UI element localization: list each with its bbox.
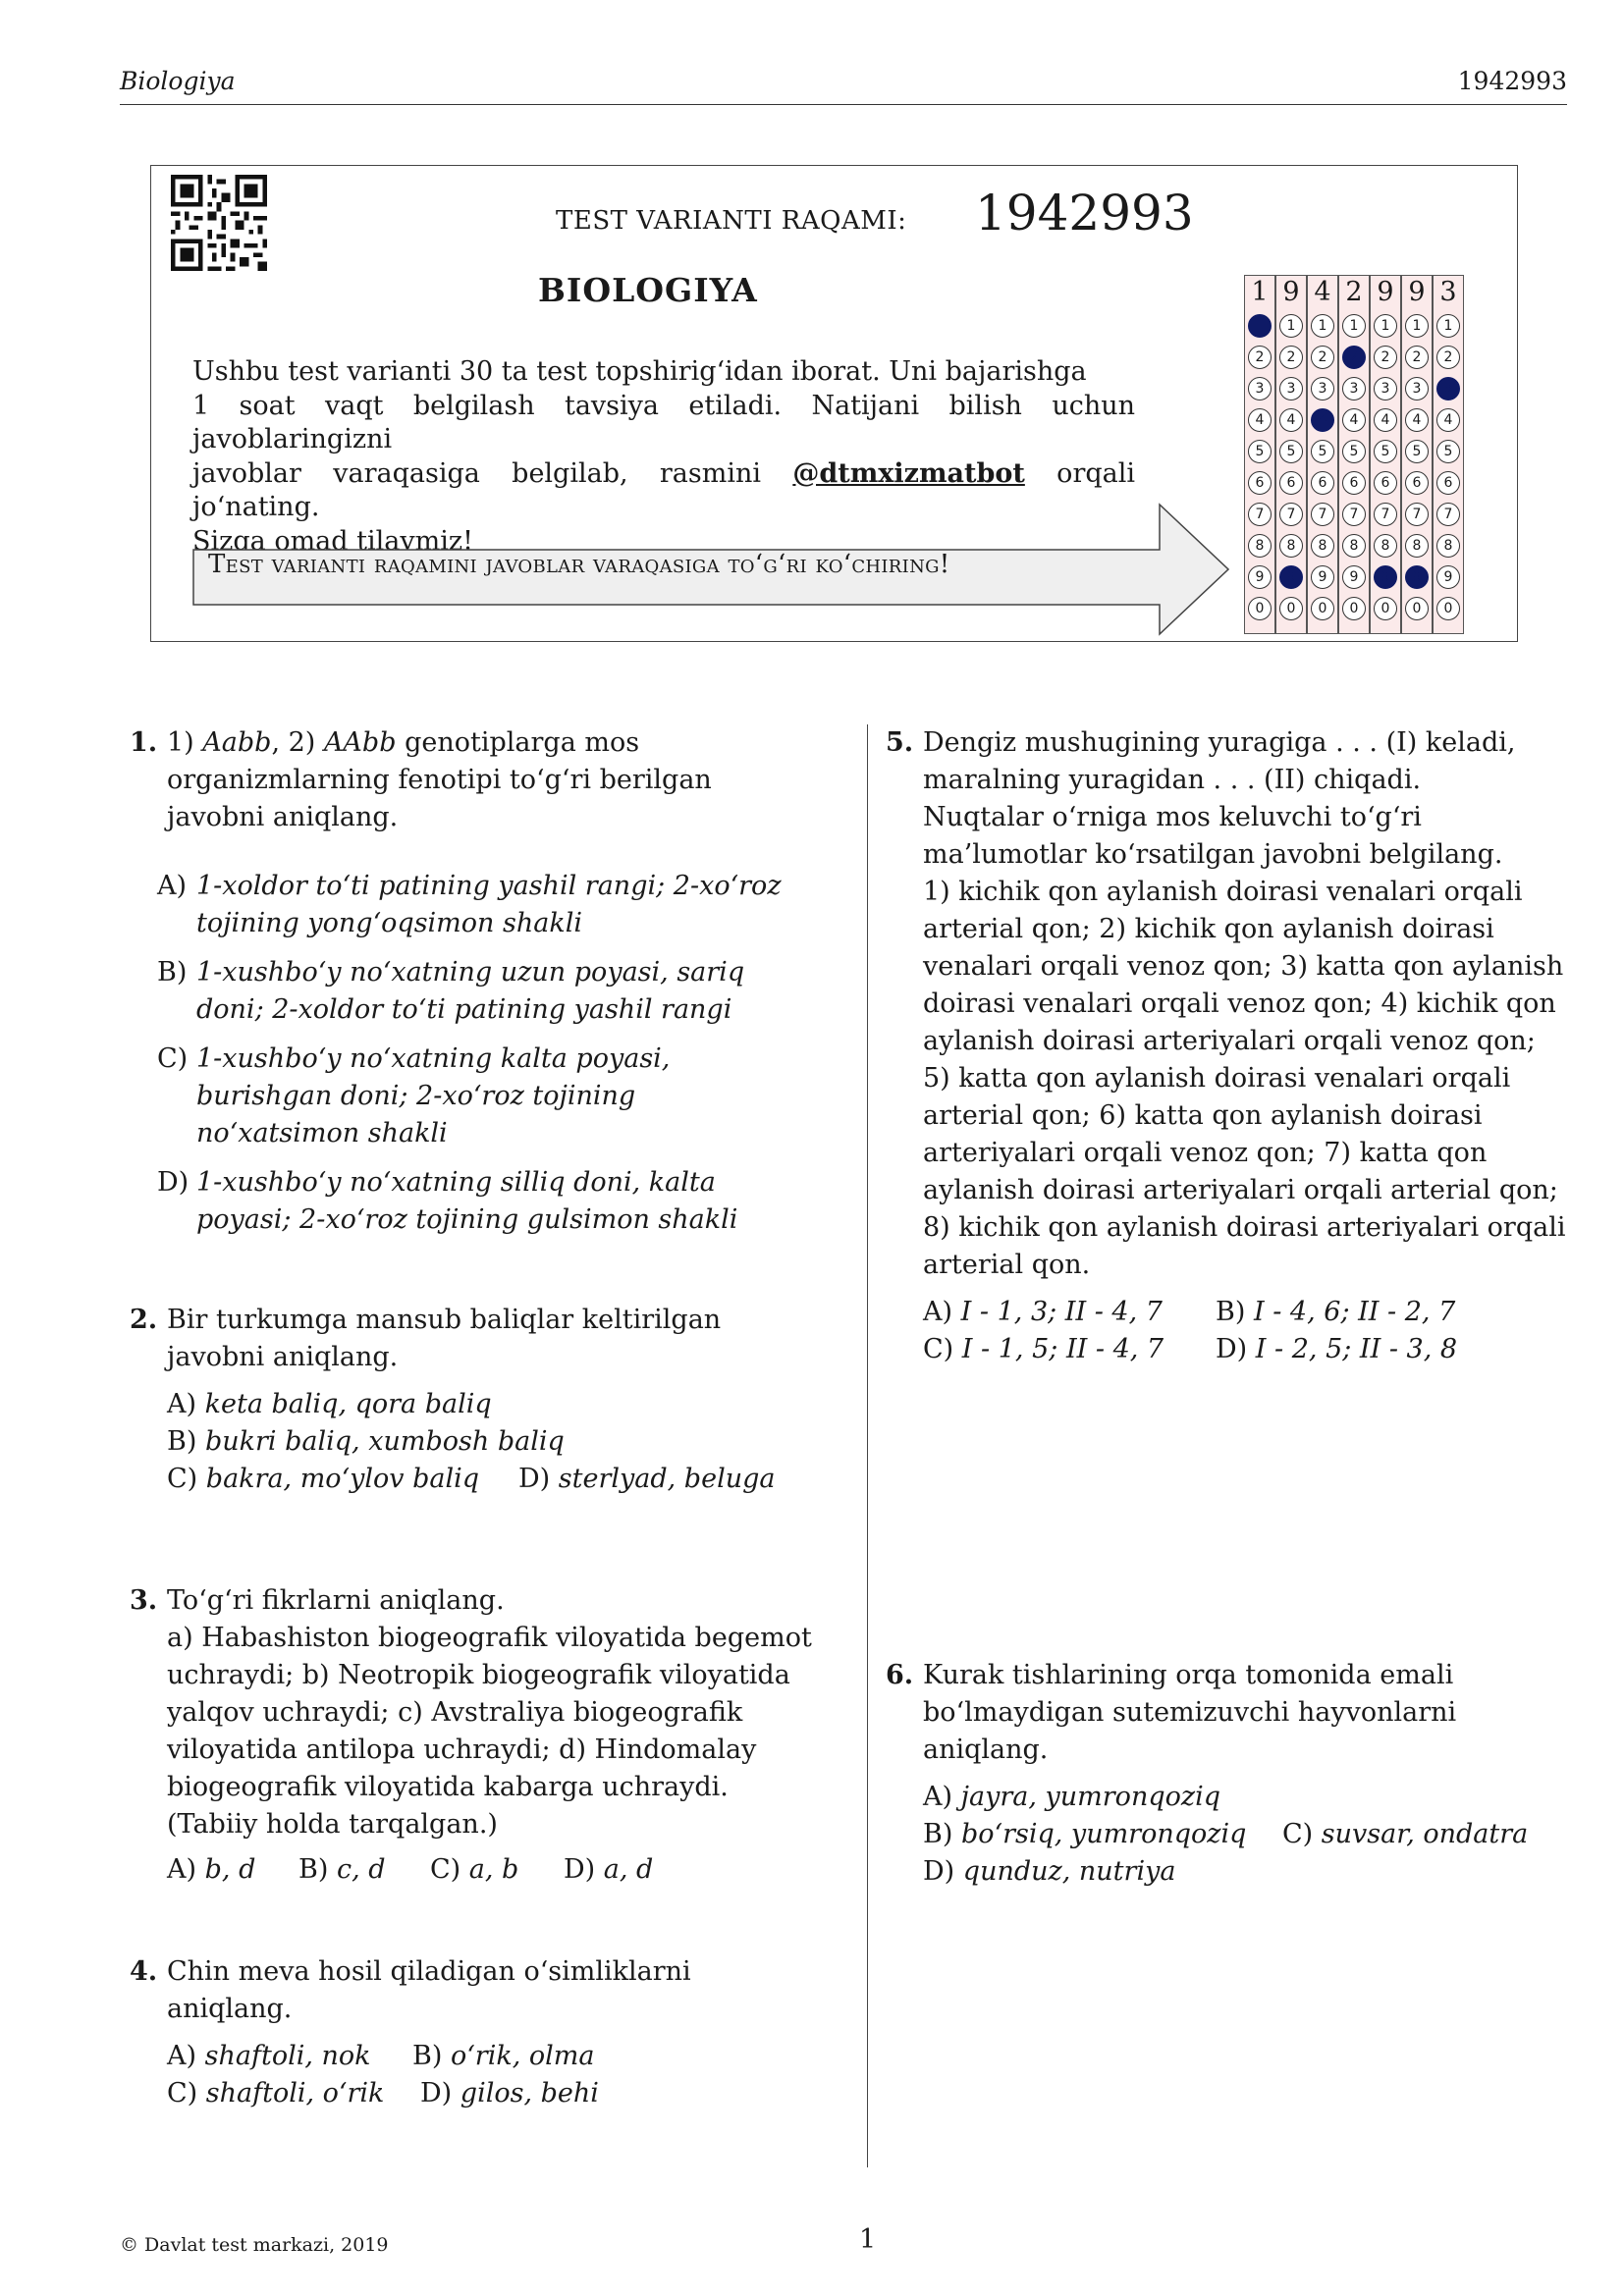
grid-bubble[interactable]: 7 [1342,503,1366,526]
question-line: 1) kichik qon aylanish doirasi venalari orqali [923,877,1523,907]
option-text: bakra, mo‘ylov baliq [205,1464,480,1494]
grid-bubble[interactable]: 1 [1248,314,1272,338]
option-c[interactable] [167,2075,384,2112]
option-text [196,868,782,942]
option-label: C) [1282,1819,1314,1849]
question-line: yalqov uchraydi; c) Avstraliya biogeografik [167,1697,743,1728]
grid-bubble[interactable]: 6 [1342,471,1366,495]
grid-digit: 4 [1314,277,1331,307]
question-line: viloyatida antilopa uchraydi; d) Hindomalay [167,1735,757,1765]
text-fragment: genotiplarga mos [396,727,640,758]
grid-bubble[interactable]: 9 [1436,565,1460,589]
column-divider [867,724,868,2167]
grid-bubble[interactable]: 1 [1342,314,1366,338]
arrow-instruction: Test varianti raqamini javoblar varaqasiga to‘g‘ri ko‘chiring! [208,550,950,579]
option-a[interactable] [923,1779,1220,1816]
question-number: 2. [130,1305,158,1335]
intro-line: 1 soat vaqt belgilash tavsiya etiladi. Natijani bilish uchun javoblaringizni [192,390,1135,454]
option-d[interactable] [420,2075,599,2112]
option-line: tojining yong‘oqsimon shakli [196,908,582,938]
question-number: 4. [130,1956,158,1987]
question-line: arteriyalari orqali venoz qon; 7) katta qon [923,1138,1488,1168]
grid-bubble[interactable]: 2 [1311,346,1334,369]
option-b[interactable] [1216,1294,1455,1331]
question-5 [886,724,1573,1372]
grid-bubble[interactable]: 0 [1342,597,1366,620]
running-header-code: 1942993 [1457,67,1567,95]
grid-bubble[interactable]: 6 [1248,471,1272,495]
option-c[interactable] [923,1331,1164,1368]
option-line: 1-xushbo‘y no‘xatning silliq doni, kalta [196,1167,716,1198]
option-text: keta baliq, qora baliq [204,1389,492,1419]
option-label: B) [298,1854,329,1885]
grid-bubble[interactable]: 0 [1405,597,1429,620]
option-label: D) [1216,1334,1248,1364]
page-number: 1 [859,2224,877,2255]
genotype: Aabb [202,727,272,758]
grid-bubble[interactable]: 5 [1342,440,1366,463]
grid-bubble[interactable]: 5 [1311,440,1334,463]
option-text: suvsar, ondatra [1321,1819,1529,1849]
grid-digit: 3 [1439,277,1457,307]
option-a[interactable] [167,2038,371,2075]
grid-digit: 9 [1377,277,1394,307]
question-line: biogeografik viloyatida kabarga uchraydi. [167,1772,729,1802]
grid-digit: 1 [1251,277,1269,307]
question-2 [130,1302,856,1498]
question-line: ma’lumotlar ko‘rsatilgan javobni belgilang. [923,839,1503,870]
question-number: 5. [886,727,914,758]
option-text: o‘rik, olma [450,2041,595,2071]
subject-title: BIOLOGIYA [538,271,758,309]
grid-bubble[interactable]: 8 [1248,534,1272,558]
question-line: javobni aniqlang. [167,1342,399,1372]
grid-bubble[interactable]: 1 [1311,314,1334,338]
grid-bubble[interactable]: 1 [1405,314,1429,338]
option-label: C) [923,1334,954,1364]
grid-bubble[interactable]: 3 [1248,377,1272,400]
question-line: aniqlang. [923,1735,1049,1765]
grid-bubble[interactable]: 9 [1405,565,1429,589]
option-d[interactable] [518,1461,775,1498]
question-text [923,1657,1456,1769]
question-line: a) Habashiston biogeografik viloyatida begemot [167,1623,812,1653]
question-text [167,1953,691,2028]
grid-bubble[interactable]: 2 [1405,346,1429,369]
option-c[interactable] [1282,1816,1528,1853]
option-label: B) [412,2041,443,2071]
grid-bubble[interactable]: 1 [1436,314,1460,338]
grid-bubble[interactable]: 0 [1374,597,1397,620]
question-6 [886,1657,1573,1893]
grid-bubble[interactable]: 6 [1279,471,1303,495]
bot-link[interactable]: @dtmxizmatbot [792,457,1025,489]
grid-bubble[interactable]: 6 [1405,471,1429,495]
question-text [167,724,712,836]
qr-code-icon [171,175,267,271]
text-fragment: 1) [167,727,203,758]
question-line: 8) kichik qon aylanish doirasi arteriyalari orqali [923,1212,1566,1243]
grid-bubble[interactable]: 8 [1311,534,1334,558]
grid-bubble[interactable]: 4 [1279,408,1303,432]
grid-bubble[interactable]: 2 [1342,346,1366,369]
question-line: Nuqtalar o‘rniga mos keluvchi to‘g‘ri [923,802,1422,832]
option-line: burishgan doni; 2-xo‘roz tojining [196,1081,636,1111]
grid-bubble[interactable]: 7 [1248,503,1272,526]
option-b[interactable] [412,2038,594,2075]
grid-bubble[interactable]: 9 [1279,565,1303,589]
copyright: © Davlat test markazi, 2019 [120,2234,389,2256]
option-label: A) [167,1389,197,1419]
question-line: Kurak tishlarining orqa tomonida emali [923,1660,1454,1690]
intro-fragment: orqali jo‘nating. [192,457,1135,522]
grid-bubble[interactable]: 9 [1248,565,1272,589]
option-d[interactable] [923,1853,1175,1891]
question-line: uchraydi; b) Neotropik biogeografik viloyatida [167,1660,790,1690]
grid-bubble[interactable]: 2 [1248,346,1272,369]
option-text: I - 1, 3; II - 4, 7 [960,1297,1163,1327]
option-label: B) [1216,1297,1246,1327]
option-text: a, d [603,1854,654,1885]
question-line: Bir turkumga mansub baliqlar keltirilgan [167,1305,722,1335]
question-text [167,1302,721,1376]
question-line: doirasi venalari orqali venoz qon; 4) kichik qon [923,988,1556,1019]
option-label: C) [430,1854,461,1885]
grid-bubble[interactable]: 3 [1311,377,1334,400]
option-a[interactable] [923,1294,1163,1331]
option-text: jayra, yumronqoziq [960,1782,1221,1812]
option-line: 1-xushbo‘y no‘xatning kalta poyasi, [196,1043,671,1074]
option-text: I - 1, 5; II - 4, 7 [961,1334,1164,1364]
option-label: D) [923,1856,955,1887]
grid-bubble[interactable]: 5 [1248,440,1272,463]
question-line: arterial qon; 6) katta qon aylanish doirasi [923,1100,1483,1131]
grid-bubble[interactable]: 4 [1248,408,1272,432]
question-number: 1. [130,727,158,758]
option-label: D) [157,1167,189,1198]
grid-bubble[interactable]: 7 [1311,503,1334,526]
option-d[interactable] [564,1851,653,1889]
grid-digit: 9 [1408,277,1426,307]
option-d[interactable] [1216,1331,1457,1368]
option-c[interactable] [430,1851,518,1889]
grid-bubble[interactable]: 7 [1405,503,1429,526]
option-text: gilos, behi [460,2078,599,2109]
option-label: B) [157,957,188,988]
intro-line: Ushbu test varianti 30 ta test topshirig‘idan iborat. Uni bajarishga [192,356,1087,387]
grid-bubble[interactable]: 5 [1374,440,1397,463]
option-label: C) [157,1043,189,1074]
option-text: qunduz, nutriya [962,1856,1176,1887]
option-line: doni; 2-xoldor to‘ti patining yashil rangi [196,994,732,1025]
grid-bubble[interactable]: 9 [1374,565,1397,589]
grid-bubble[interactable]: 4 [1342,408,1366,432]
grid-bubble[interactable]: 6 [1374,471,1397,495]
question-line: 5) katta qon aylanish doirasi venalari orqali [923,1063,1511,1094]
question-line: aylanish doirasi arteriyalari orqali arterial qon; [923,1175,1558,1205]
option-label: B) [167,1426,197,1457]
grid-bubble[interactable]: 3 [1342,377,1366,400]
option-line: 1-xoldor to‘ti patining yashil rangi; 2-xo‘roz [196,871,782,901]
grid-bubble[interactable]: 1 [1374,314,1397,338]
grid-bubble[interactable]: 0 [1311,597,1334,620]
grid-bubble[interactable]: 2 [1436,346,1460,369]
intro-line: Sizga omad tilaymiz! [192,525,473,557]
option-text: bukri baliq, xumbosh baliq [204,1426,565,1457]
option-text: shaftoli, o‘rik [205,2078,385,2109]
grid-bubble[interactable]: 0 [1436,597,1460,620]
option-label: A) [923,1782,953,1812]
question-number: 6. [886,1660,914,1690]
variant-number: 1942993 [975,185,1194,241]
option-line: poyasi; 2-xo‘roz tojining gulsimon shakli [196,1204,738,1235]
question-3 [130,1582,856,1896]
question-line: javobni aniqlang. [167,802,399,832]
question-line: maralning yuragidan . . . (II) chiqadi. [923,765,1422,795]
question-text [167,1582,812,1843]
option-label: A) [157,871,188,901]
question-line: arterial qon. [923,1250,1091,1280]
intro-fragment: javoblar varaqasiga belgilab, rasmini [192,457,793,489]
option-line: 1-xushbo‘y no‘xatning uzun poyasi, sariq [196,957,745,988]
question-line: Chin meva hosil qiladigan o‘simliklarni [167,1956,691,1987]
option-text: I - 2, 5; II - 3, 8 [1255,1334,1458,1364]
grid-bubble[interactable]: 2 [1374,346,1397,369]
question-line: organizmlarning fenotipi to‘g‘ri berilgan [167,765,712,795]
running-header-subject: Biologiya [120,67,236,95]
option-text: shaftoli, nok [204,2041,371,2071]
question-4 [130,1953,856,2120]
option-label: A) [167,1854,197,1885]
grid-bubble[interactable]: 8 [1436,534,1460,558]
option-label: C) [167,2078,198,2109]
option-text: sterlyad, beluga [558,1464,776,1494]
option-c[interactable] [167,1461,479,1498]
grid-bubble[interactable]: 5 [1405,440,1429,463]
grid-digit: 2 [1345,277,1363,307]
grid-bubble[interactable]: 6 [1436,471,1460,495]
question-line: To‘g‘ri fikrlarni aniqlang. [167,1585,505,1616]
text-fragment: , 2) [271,727,324,758]
grid-bubble[interactable]: 7 [1374,503,1397,526]
grid-bubble[interactable]: 4 [1436,408,1460,432]
question-line: Dengiz mushugining yuragiga . . . (I) keladi, [923,727,1516,758]
question-line: aniqlang. [167,1994,293,2024]
option-b[interactable] [167,1423,565,1461]
grid-bubble[interactable]: 8 [1279,534,1303,558]
option-label: D) [420,2078,453,2109]
option-text [196,1041,670,1152]
option-line: no‘xatsimon shakli [196,1118,448,1148]
grid-bubble[interactable]: 6 [1311,471,1334,495]
grid-bubble[interactable]: 9 [1311,565,1334,589]
header-rule [120,104,1567,105]
option-label: A) [167,2041,197,2071]
option-label: A) [923,1297,953,1327]
grid-bubble[interactable]: 9 [1342,565,1366,589]
question-line: aylanish doirasi arteriyalari orqali venoz qon; [923,1026,1536,1056]
question-line: bo‘lmaydigan sutemizuvchi hayvonlarni [923,1697,1457,1728]
question-number: 3. [130,1585,158,1616]
option-text: b, d [204,1854,256,1885]
option-text: c, d [336,1854,386,1885]
option-text: a, b [468,1854,519,1885]
option-a[interactable] [167,1386,492,1423]
question-line [167,724,712,762]
grid-bubble[interactable]: 0 [1279,597,1303,620]
option-a[interactable] [167,1851,255,1889]
genotype: AAbb [323,727,397,758]
option-label: D) [518,1464,551,1494]
question-text [923,724,1565,1284]
option-b[interactable] [923,1816,1246,1853]
option-text [196,954,744,1029]
option-text [196,1164,737,1239]
grid-bubble[interactable]: 7 [1279,503,1303,526]
grid-bubble[interactable]: 0 [1248,597,1272,620]
option-label: B) [923,1819,953,1849]
grid-bubble[interactable]: 4 [1311,408,1334,432]
grid-bubble[interactable]: 1 [1279,314,1303,338]
option-text: I - 4, 6; II - 2, 7 [1253,1297,1456,1327]
grid-bubble[interactable]: 8 [1342,534,1366,558]
option-label: D) [564,1854,596,1885]
variant-label: TEST VARIANTI RAQAMI: [556,206,907,236]
grid-bubble[interactable]: 8 [1405,534,1429,558]
grid-bubble[interactable]: 3 [1279,377,1303,400]
option-b[interactable] [298,1851,386,1889]
question-line: venalari orqali venoz qon; 3) katta qon aylanish [923,951,1564,982]
grid-bubble[interactable]: 5 [1436,440,1460,463]
grid-bubble[interactable]: 3 [1405,377,1429,400]
grid-digit: 9 [1282,277,1300,307]
grid-bubble[interactable]: 4 [1405,408,1429,432]
grid-bubble[interactable]: 2 [1279,346,1303,369]
option-label: C) [167,1464,198,1494]
question-1 [130,724,856,1255]
grid-bubble[interactable]: 4 [1374,408,1397,432]
question-line: (Tabiiy holda tarqalgan.) [167,1809,498,1840]
grid-bubble[interactable]: 5 [1279,440,1303,463]
grid-bubble[interactable]: 3 [1436,377,1460,400]
grid-bubble[interactable]: 3 [1374,377,1397,400]
question-line: arterial qon; 2) kichik qon aylanish doirasi [923,914,1494,944]
option-text: bo‘rsiq, yumronqoziq [960,1819,1247,1849]
grid-bubble[interactable]: 8 [1374,534,1397,558]
grid-bubble[interactable]: 7 [1436,503,1460,526]
